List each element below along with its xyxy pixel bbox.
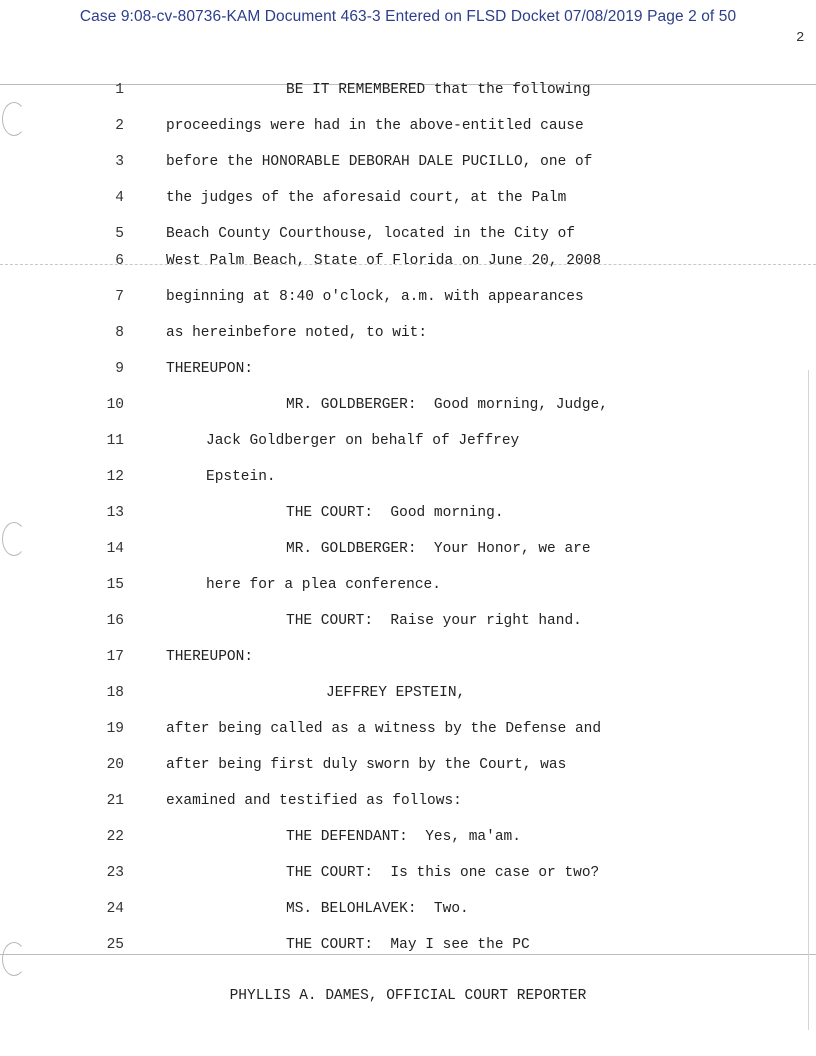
line-number: 3: [115, 154, 124, 170]
line-number: 6: [115, 253, 124, 269]
transcript-line: the judges of the aforesaid court, at the Palm: [166, 190, 567, 206]
transcript-line: MS. BELOHLAVEK: Two.: [286, 901, 469, 917]
transcript-line: THE COURT: May I see the PC: [286, 937, 530, 953]
transcript-line: Beach County Courthouse, located in the City of: [166, 226, 575, 242]
line-number: 7: [115, 289, 124, 305]
transcript-line: Jack Goldberger on behalf of Jeffrey: [206, 433, 520, 449]
punch-hole-bottom: [2, 942, 26, 976]
line-number: 21: [106, 793, 124, 809]
line-number: 4: [115, 190, 124, 206]
line-number: 14: [106, 541, 124, 557]
line-number: 15: [106, 577, 124, 593]
line-number: 25: [106, 937, 124, 953]
transcript-line: beginning at 8:40 o'clock, a.m. with appearances: [166, 289, 584, 305]
line-number: 12: [106, 469, 124, 485]
line-number: 1: [115, 82, 124, 98]
line-number: 22: [106, 829, 124, 845]
docket-header: Case 9:08-cv-80736-KAM Document 463-3 Entered on FLSD Docket 07/08/2019 Page 2 of 50: [79, 8, 737, 25]
punch-hole-top: [2, 102, 26, 136]
transcript-line: THE COURT: Good morning.: [286, 505, 504, 521]
court-reporter-footer: PHYLLIS A. DAMES, OFFICIAL COURT REPORTER: [229, 988, 587, 1004]
line-number: 19: [106, 721, 124, 737]
line-number: 5: [115, 226, 124, 242]
line-number: 16: [106, 613, 124, 629]
transcript-line: examined and testified as follows:: [166, 793, 462, 809]
line-number: 10: [106, 397, 124, 413]
transcript-line: THE COURT: Is this one case or two?: [286, 865, 600, 881]
punch-hole-middle: [2, 522, 26, 556]
right-margin-line: [808, 370, 809, 1030]
transcript-line: THE COURT: Raise your right hand.: [286, 613, 582, 629]
transcript-line: as hereinbefore noted, to wit:: [166, 325, 428, 341]
transcript-line: here for a plea conference.: [206, 577, 441, 593]
line-number: 18: [106, 685, 124, 701]
line-number: 17: [106, 649, 124, 665]
line-number: 2: [115, 118, 124, 134]
transcript-line: THEREUPON:: [166, 649, 254, 665]
transcript-line: West Palm Beach, State of Florida on June 20, 2008: [166, 253, 602, 269]
transcript-line: Epstein.: [206, 469, 276, 485]
line-number: 23: [106, 865, 124, 881]
line-number: 24: [106, 901, 124, 917]
page-number: 2: [796, 30, 805, 46]
transcript-line: proceedings were had in the above-entitled cause: [166, 118, 584, 134]
line-number: 8: [115, 325, 124, 341]
transcript-line: MR. GOLDBERGER: Your Honor, we are: [286, 541, 591, 557]
line-number: 20: [106, 757, 124, 773]
transcript-line: MR. GOLDBERGER: Good morning, Judge,: [286, 397, 608, 413]
transcript-line: BE IT REMEMBERED that the following: [286, 82, 591, 98]
line-number: 13: [106, 505, 124, 521]
transcript-line: after being called as a witness by the Defense and: [166, 721, 602, 737]
transcript-line: after being first duly sworn by the Court, was: [166, 757, 567, 773]
transcript-line: JEFFREY EPSTEIN,: [326, 685, 466, 701]
line-number: 11: [106, 433, 124, 449]
transcript-line: THE DEFENDANT: Yes, ma'am.: [286, 829, 521, 845]
transcript-line: THEREUPON:: [166, 361, 254, 377]
line-number: 9: [115, 361, 124, 377]
bottom-rule: [0, 954, 816, 955]
transcript-line: before the HONORABLE DEBORAH DALE PUCILLO, one of: [166, 154, 593, 170]
